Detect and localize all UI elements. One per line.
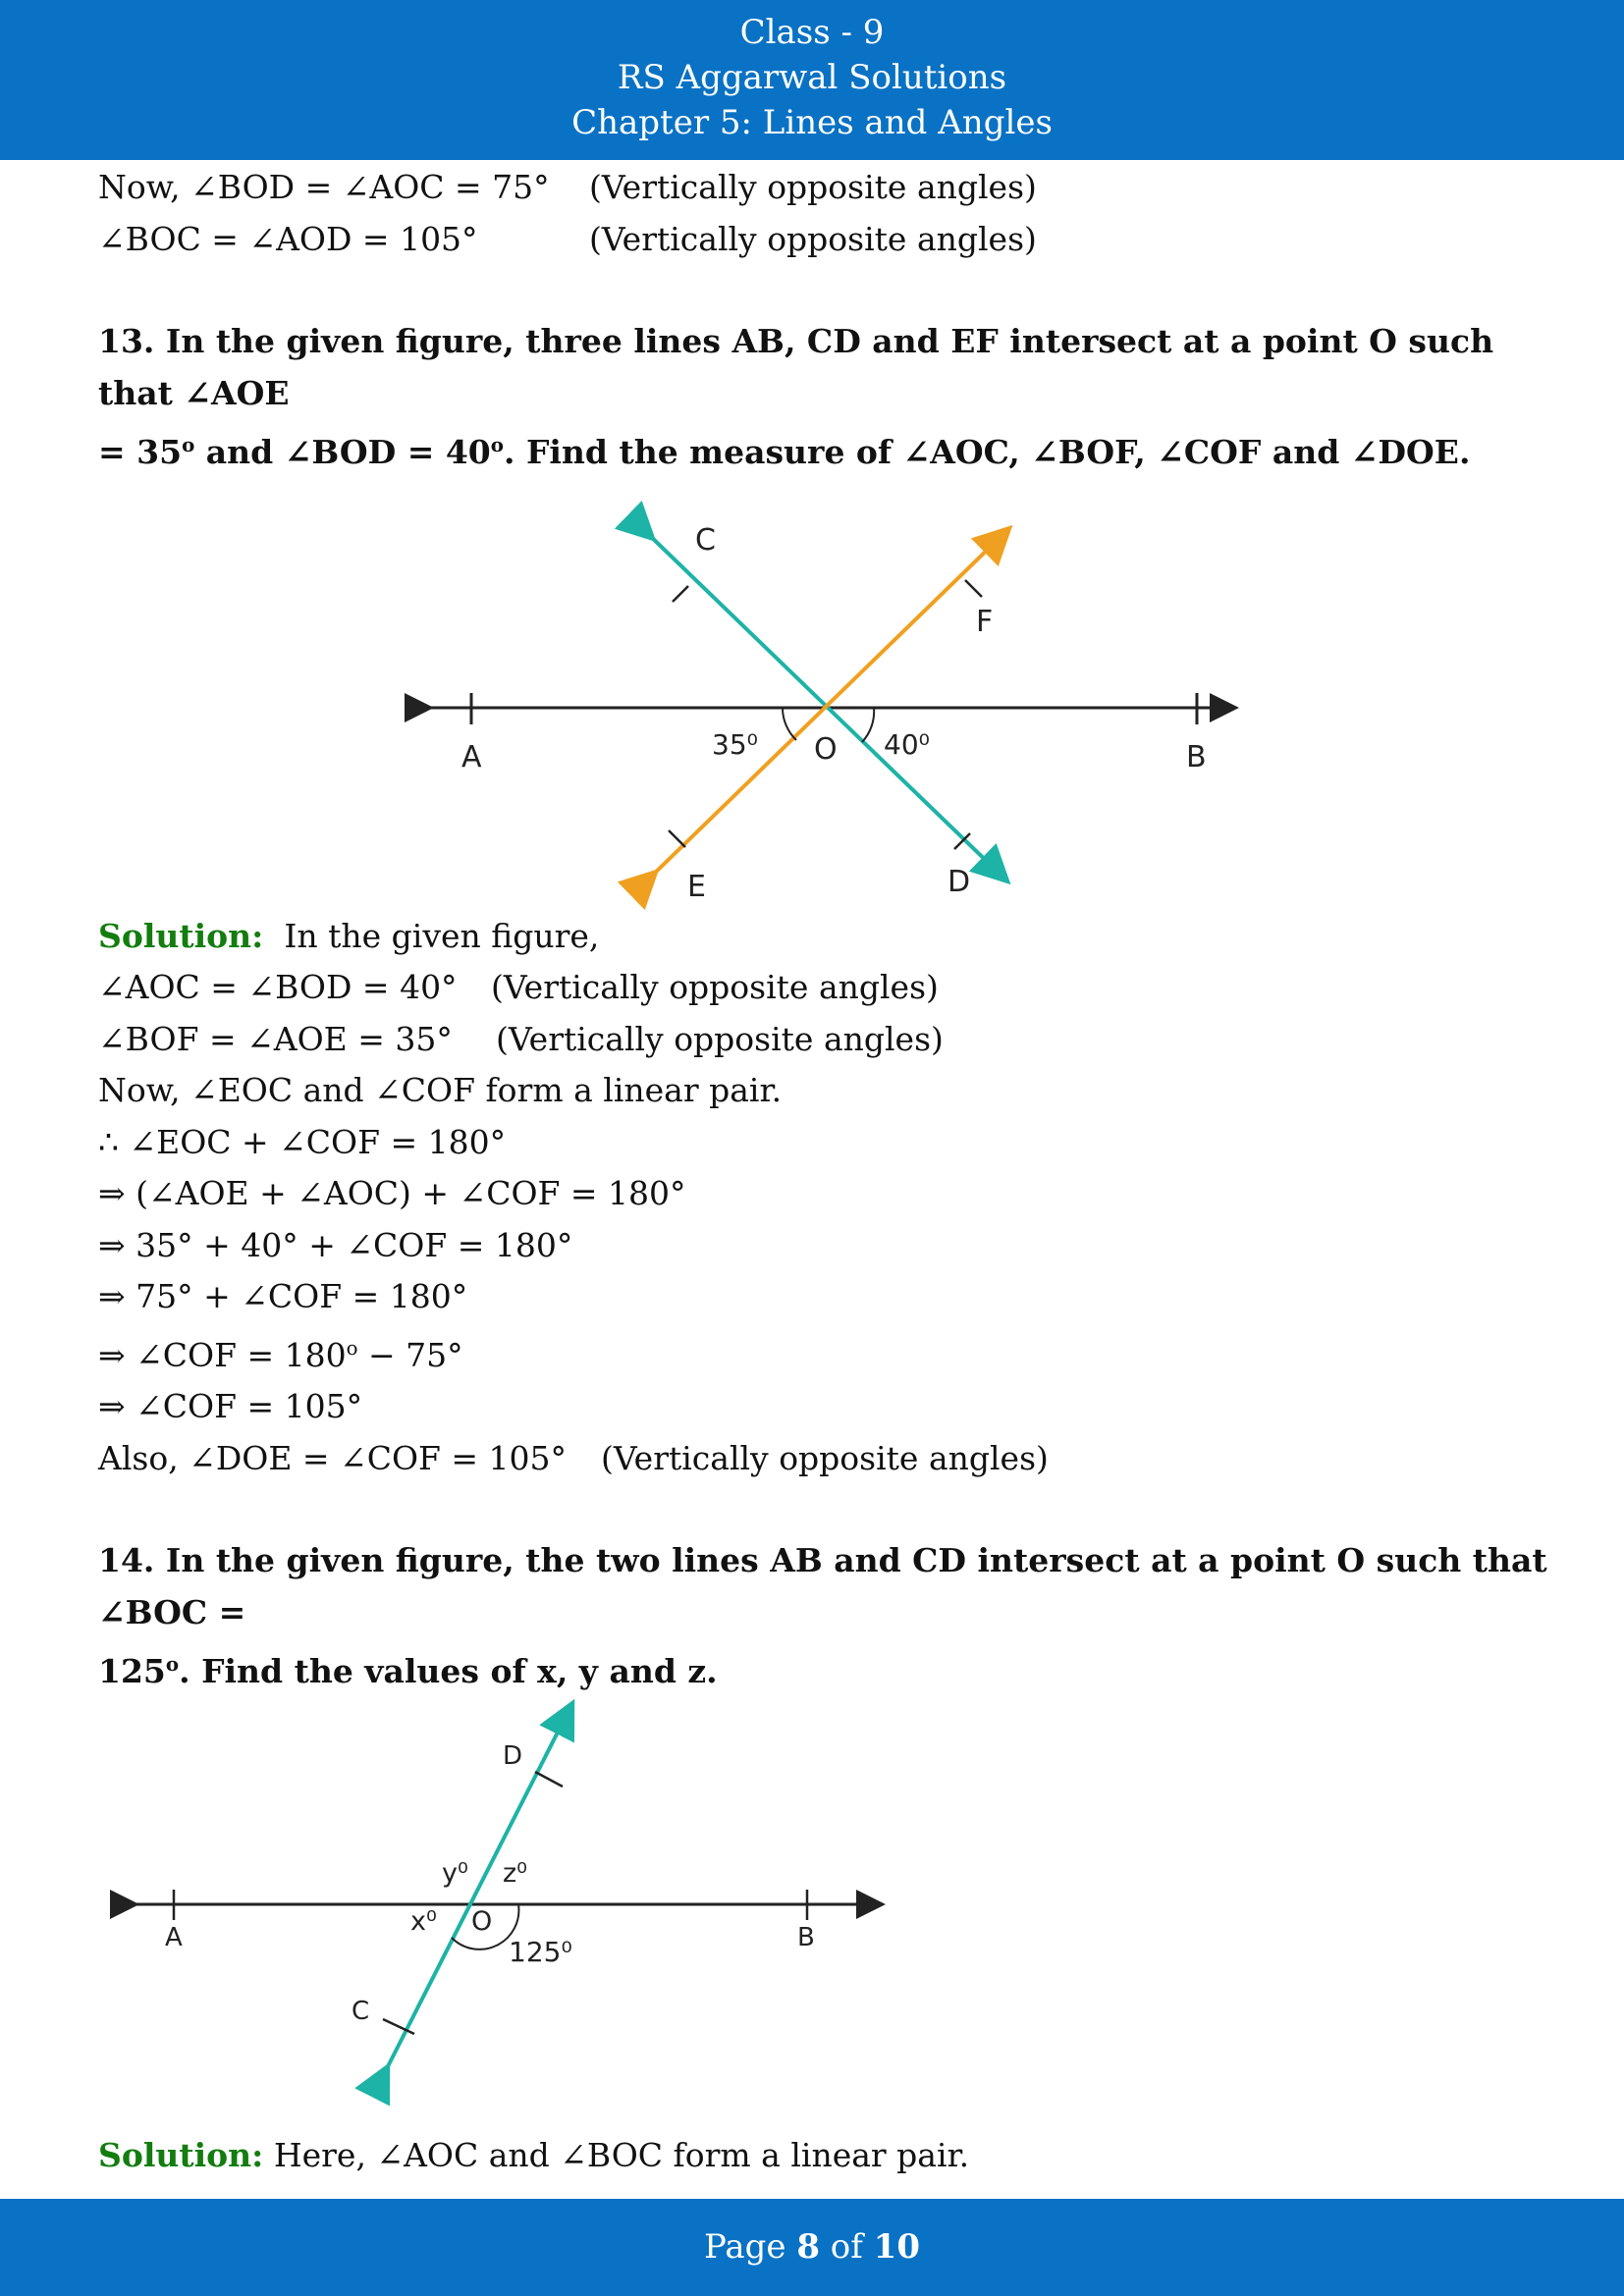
label-o-14: O: [471, 1905, 493, 1937]
tick-d-14: [535, 1772, 563, 1787]
tick-e: [669, 830, 685, 847]
label-40: 40⁰: [884, 727, 930, 761]
text-line: ∠AOC = ∠BOD = 40° (Vertically opposite angles): [98, 968, 939, 1006]
text-line: ⇒ ∠COF = $180^o - 75^\circ$: [98, 1335, 463, 1374]
label-b-14: B: [797, 1922, 815, 1952]
arc-40: [862, 708, 874, 742]
figure-14: [98, 1698, 1551, 2130]
label-35: 35⁰: [712, 727, 758, 761]
page-header: [0, 0, 1624, 160]
label-a: A: [461, 739, 482, 774]
label-c-14: C: [352, 1996, 370, 2026]
label-d-14: D: [503, 1740, 523, 1771]
header-book: RS Aggarwal Solutions: [617, 58, 1007, 97]
solution-14-intro: Solution: Here, ∠AOC and ∠BOC form a linear pair.: [98, 2135, 970, 2174]
label-f: F: [976, 604, 994, 639]
page-footer: Page 8 of 10: [0, 2199, 1624, 2296]
header-class: Class - 9: [739, 13, 885, 52]
total-pages: 10: [873, 2227, 920, 2267]
text-line: Now, ∠EOC and ∠COF form a linear pair.: [98, 1071, 783, 1109]
line-cd: [645, 531, 1000, 874]
label-125: 125⁰: [509, 1935, 572, 1968]
label-a-14: A: [165, 1922, 183, 1952]
label-o: O: [814, 731, 838, 767]
text-line: ∴ ∠EOC + ∠COF = 180°: [98, 1122, 507, 1161]
label-z: z⁰: [503, 1857, 527, 1889]
tick-f: [965, 580, 982, 597]
text-line: ⇒ ∠COF = 105°: [98, 1387, 363, 1425]
question-14: 14. In the given figure, the two lines AB and CD intersect at a point O such that ∠BOC = $125^o$. Find the values of x, y and z.: [98, 1541, 1547, 1690]
label-b: B: [1186, 739, 1207, 774]
current-page: 8: [796, 2227, 820, 2267]
header-chapter: Chapter 5: Lines and Angles: [571, 103, 1053, 142]
solution-13-intro: Solution: In the given figure,: [98, 916, 600, 955]
text-line: ∠BOC = ∠AOD = 105° (Vertically opposite angles): [98, 219, 1037, 258]
text-line: Now, ∠BOD = ∠AOC = 75° (Vertically opposite angles): [98, 168, 1037, 206]
line-cd-14: [383, 1713, 568, 2076]
label-y: y⁰: [442, 1857, 468, 1889]
label-x: x⁰: [410, 1905, 437, 1937]
label-d: D: [947, 864, 971, 899]
figure-13: [98, 479, 1551, 911]
tick-c: [673, 586, 688, 602]
page-content: [98, 162, 1551, 2240]
label-e: E: [687, 869, 706, 904]
text-line: Also, ∠DOE = ∠COF = 105° (Vertically opposite angles): [98, 1438, 1049, 1477]
question-13: 13. In the given figure, three lines AB, CD and EF intersect at a point O such that ∠AOE = $35^o$ and ∠BOD = $40^o$. Find the measure of ∠AOC, ∠BOF, ∠COF and ∠DOE.: [98, 322, 1494, 471]
label-c: C: [695, 522, 716, 558]
text-line: ⇒ 75° + ∠COF = 180°: [98, 1277, 468, 1315]
text-line: ⇒ (∠AOE + ∠AOC) + ∠COF = 180°: [98, 1174, 686, 1212]
text-line: ⇒ 35° + 40° + ∠COF = 180°: [98, 1225, 573, 1264]
text-line: ∠BOF = ∠AOE = 35° (Vertically opposite angles): [98, 1019, 944, 1058]
